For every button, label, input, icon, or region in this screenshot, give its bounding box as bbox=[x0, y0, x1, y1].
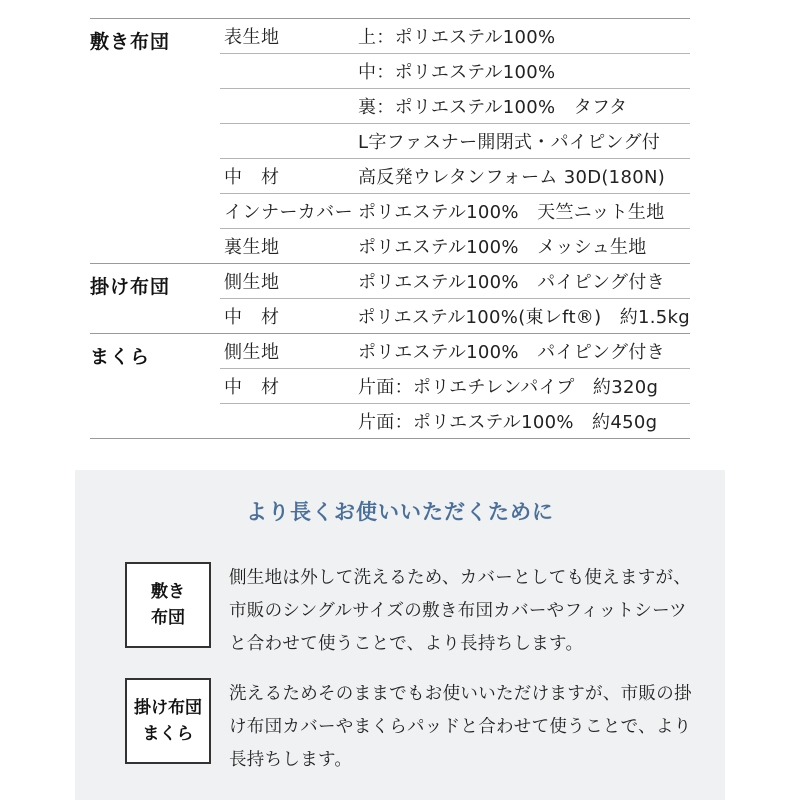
spec-row bbox=[220, 123, 690, 158]
care-title: より長くお使いいただくために bbox=[246, 500, 554, 524]
care-badge bbox=[125, 678, 211, 764]
spec-group-shikibuton bbox=[90, 18, 690, 263]
row-value: ポリエステル100%(東レft®) 約1.5kg bbox=[357, 307, 690, 328]
row-label: 中 材 bbox=[224, 377, 280, 398]
badge-line: まくら bbox=[142, 724, 194, 744]
row-label: インナーカバー bbox=[224, 202, 354, 223]
row-label: 中 材 bbox=[224, 307, 280, 328]
row-value: ポリエステル100% パイピング付き bbox=[358, 342, 665, 363]
care-text: 側生地は外して洗えるため、カバーとしても使えますが、市販のシングルサイズの敷き布団カバーやフィットシーツと合わせて使うことで、より長持ちします。 bbox=[229, 568, 692, 654]
spec-group-kakebuton bbox=[90, 263, 690, 333]
spec-row bbox=[220, 298, 690, 333]
care-text: 洗えるためそのままでもお使いいただけますが、市販の掛け布団カバーやまくらパッドと合わせて使うことで、より長持ちします。 bbox=[229, 684, 692, 770]
row-value: L字ファスナー開閉式・パイピング付 bbox=[358, 132, 661, 153]
spec-row bbox=[220, 88, 690, 123]
row-value: 高反発ウレタンフォーム 30D(180N) bbox=[358, 167, 666, 188]
badge-line: 掛け布団 bbox=[134, 698, 202, 718]
row-label: 側生地 bbox=[224, 272, 280, 293]
spec-row bbox=[220, 368, 690, 403]
spec-row bbox=[220, 228, 690, 263]
row-label: 裏生地 bbox=[224, 237, 280, 258]
group-title: 掛け布団 bbox=[90, 276, 171, 298]
row-value: 片面：ポリエステル100% 約450g bbox=[358, 412, 658, 433]
row-value: 裏：ポリエステル100% タフタ bbox=[358, 97, 628, 118]
row-label: 側生地 bbox=[224, 342, 280, 363]
row-value: ポリエステル100% 天竺ニット生地 bbox=[358, 202, 665, 223]
spec-row bbox=[220, 158, 690, 193]
spec-group-makura bbox=[90, 333, 690, 439]
spec-row bbox=[220, 403, 690, 438]
spec-row bbox=[220, 53, 690, 88]
spec-row bbox=[220, 193, 690, 228]
group-title: まくら bbox=[90, 346, 151, 368]
badge-line: 敷き bbox=[151, 582, 185, 602]
row-label: 中 材 bbox=[224, 167, 280, 188]
badge-line: 布団 bbox=[151, 608, 185, 628]
row-value: 上：ポリエステル100% bbox=[358, 27, 556, 48]
group-title: 敷き布団 bbox=[90, 31, 171, 53]
row-value: 片面：ポリエチレンパイプ 約320g bbox=[358, 377, 659, 398]
spec-row bbox=[220, 19, 690, 53]
row-value: ポリエステル100% メッシュ生地 bbox=[358, 237, 647, 258]
row-value: 中：ポリエステル100% bbox=[358, 62, 556, 83]
care-badge bbox=[125, 562, 211, 648]
row-label: 表生地 bbox=[224, 27, 280, 48]
spec-row bbox=[220, 264, 690, 298]
spec-row bbox=[220, 334, 690, 368]
care-section bbox=[75, 470, 725, 800]
row-value: ポリエステル100% パイピング付き bbox=[358, 272, 665, 293]
spec-table bbox=[90, 18, 690, 439]
